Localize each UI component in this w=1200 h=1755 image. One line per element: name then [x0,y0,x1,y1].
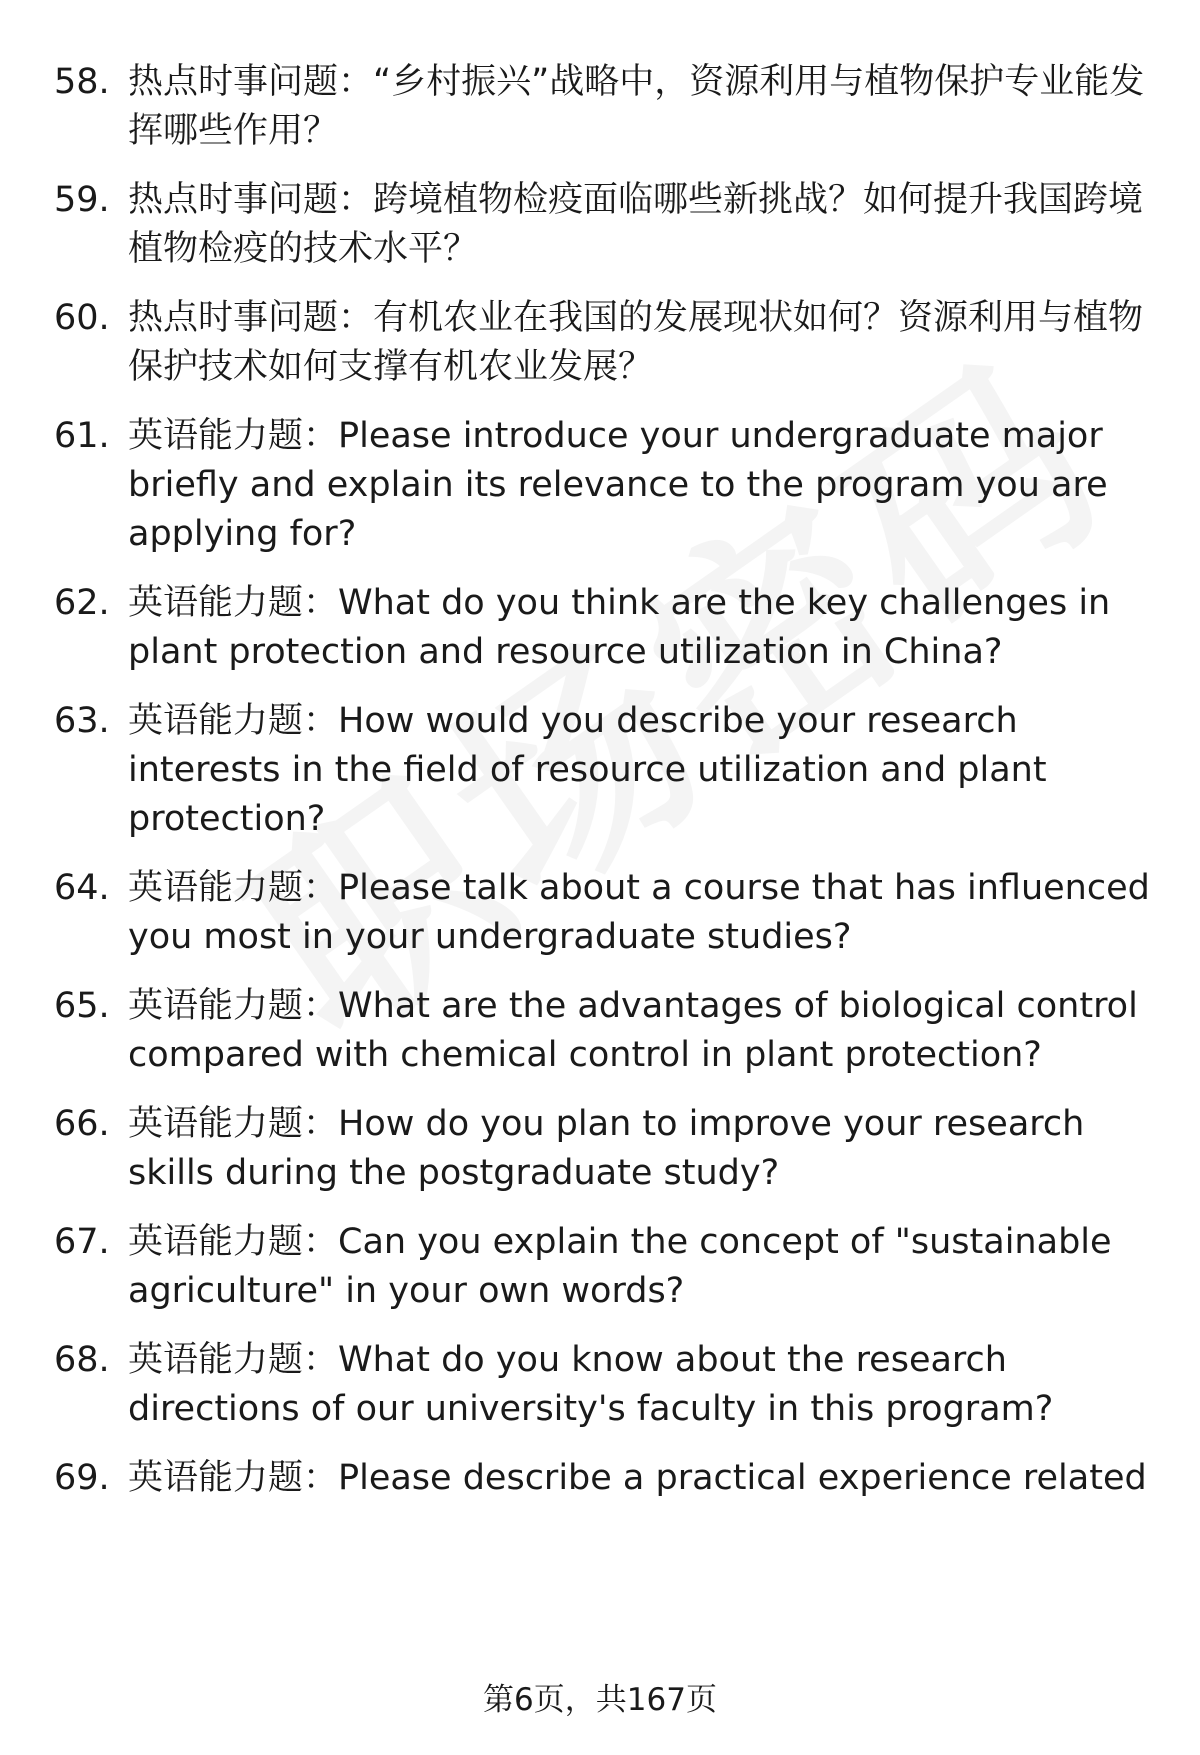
question-item [54,176,1154,274]
question-number: 67. [54,1222,110,1262]
question-number: 66. [54,1104,110,1144]
question-item [54,697,1154,844]
question-number: 68. [54,1340,110,1380]
question-number: 69. [54,1458,110,1498]
question-number: 63. [54,701,110,741]
question-text: 英语能力题：Please introduce your undergraduate major briefly and explain its relevance to the program you are applying for? [128,416,1108,554]
question-item [54,294,1154,392]
question-number: 65. [54,986,110,1026]
question-item [54,579,1154,677]
question-text: 英语能力题：How do you plan to improve your research skills during the postgraduate study? [128,1104,1085,1193]
question-text: 英语能力题：How would you describe your research interests in the field of resource utilization and plant protection? [128,701,1047,839]
question-number: 59. [54,180,110,220]
question-text: 英语能力题：Please describe a practical experience related [128,1458,1147,1498]
question-item [54,982,1154,1080]
question-text: 英语能力题：What do you know about the research directions of our university's faculty in this program? [128,1340,1054,1429]
question-text: 热点时事问题：有机农业在我国的发展现状如何？资源利用与植物保护技术如何支撑有机农业发展？ [128,298,1144,387]
question-text: 热点时事问题：“乡村振兴”战略中，资源利用与植物保护专业能发挥哪些作用？ [128,62,1145,151]
page-footer: 第6页，共167页 [483,1682,717,1718]
question-text: 英语能力题：What are the advantages of biological control compared with chemical control in plant protection? [128,986,1138,1075]
question-item [54,1100,1154,1198]
question-item [54,864,1154,962]
question-number: 62. [54,583,110,623]
question-text: 热点时事问题：跨境植物检疫面临哪些新挑战？如何提升我国跨境植物检疫的技术水平？ [128,180,1144,269]
question-text: 英语能力题：What do you think are the key challenges in plant protection and resource utilization in China? [128,583,1111,672]
question-text: 英语能力题：Please talk about a course that has influenced you most in your undergraduate studies? [128,868,1150,957]
question-number: 61. [54,416,110,456]
question-item [54,412,1154,559]
question-item [54,1454,1154,1503]
question-list [54,58,1154,1503]
question-item [54,1336,1154,1434]
question-item [54,58,1154,156]
question-item [54,1218,1154,1316]
question-text: 英语能力题：Can you explain the concept of "sustainable agriculture" in your own words? [128,1222,1112,1311]
question-number: 60. [54,298,110,338]
question-number: 64. [54,868,110,908]
question-number: 58. [54,62,110,102]
